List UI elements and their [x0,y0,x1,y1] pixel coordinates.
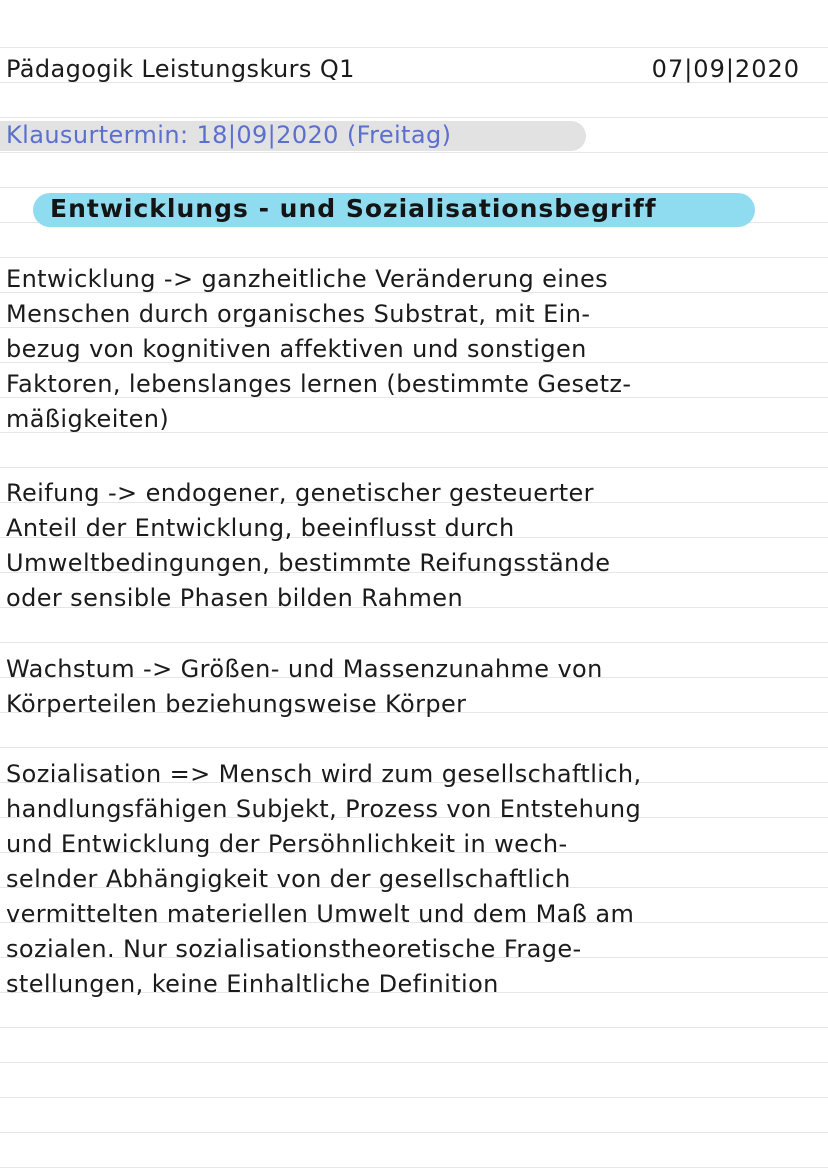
paragraph-entwicklung [6,262,631,437]
text-line: Faktoren, lebenslanges lernen (bestimmte Gesetz- [6,370,632,398]
text-line: vermittelten materiellen Umwelt und dem Maß am [6,900,635,928]
text-line: sozialen. Nur sozialisationstheoretische Frage- [6,935,582,963]
text-line: Reifung -> endogener, genetischer gesteuerter [6,479,594,507]
text-line: handlungsfähigen Subjekt, Prozess von Entstehung [6,795,642,823]
text-line: bezug von kognitiven affektiven und sonstigen [6,335,587,363]
section-heading: Entwicklungs - und Sozialisationsbegriff [50,194,657,223]
text-line: Umweltbedingungen, bestimmte Reifungsstände [6,549,611,577]
text-line: Anteil der Entwicklung, beeinflusst durch [6,514,515,542]
text-line: selnder Abhängigkeit von der gesellschaftlich [6,865,571,893]
text-line: stellungen, keine Einhaltliche Definition [6,970,499,998]
paragraph-sozialisation [6,757,642,1002]
text-line: oder sensible Phasen bilden Rahmen [6,584,464,612]
note-date: 07|09|2020 [651,55,800,83]
text-line: mäßigkeiten) [6,405,170,433]
paragraph-reifung [6,476,610,616]
subject-title: Pädagogik Leistungskurs Q1 [6,55,355,83]
text-line: Wachstum -> Größen- und Massenzunahme von [6,655,603,683]
exam-note: Klausurtermin: 18|09|2020 (Freitag) [6,121,452,149]
paragraph-wachstum [6,652,603,722]
text-line: Menschen durch organisches Substrat, mit Ein- [6,300,591,328]
text-line: Sozialisation => Mensch wird zum gesellschaftlich, [6,760,642,788]
text-line: Körperteilen beziehungsweise Körper [6,690,467,718]
text-line: Entwicklung -> ganzheitliche Veränderung eines [6,265,609,293]
text-line: und Entwicklung der Persöhnlichkeit in wech- [6,830,568,858]
